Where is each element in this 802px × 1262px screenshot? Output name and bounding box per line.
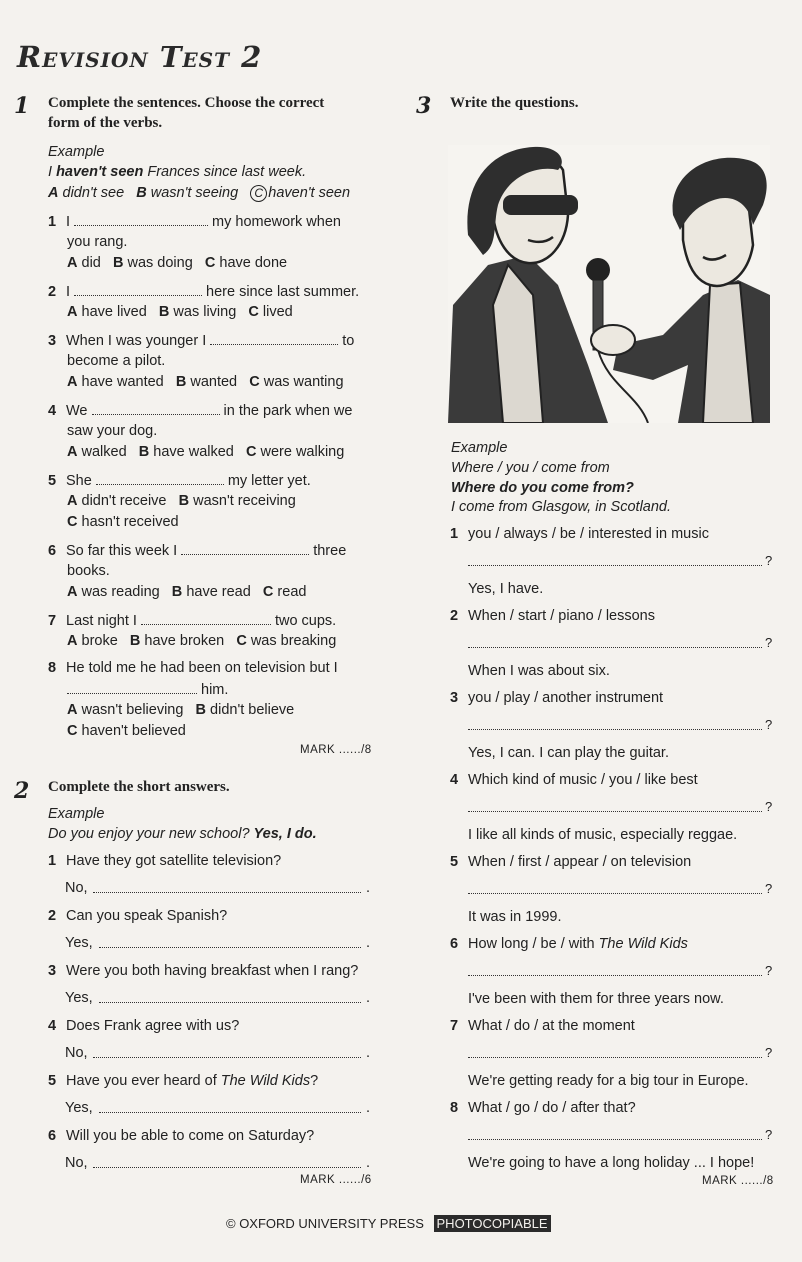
answer-blank[interactable] [181, 540, 309, 555]
section-number: 3 [416, 93, 432, 119]
given-answer: When I was about six. [468, 663, 610, 679]
exercise-item: 5 Have you ever heard of The Wild Kids? [48, 1073, 319, 1089]
full-stop: . [366, 990, 371, 1006]
exercise-item: 8 What / go / do / after that? [450, 1100, 636, 1116]
example-answer: haven't seen [56, 164, 144, 180]
example-sentence: Do you enjoy your new school? Yes, I do. [48, 826, 317, 842]
answer-blank[interactable] [74, 281, 202, 296]
given-answer: I've been with them for three years now. [468, 991, 724, 1007]
answer-line: Yes, [65, 935, 93, 951]
exercise-item: 5 She my letter yet. [48, 470, 311, 492]
answer-blank[interactable] [468, 565, 762, 566]
example-label: Example [48, 806, 105, 822]
example-label: Example [48, 144, 105, 160]
full-stop: . [366, 935, 371, 951]
option-letter: B [136, 185, 147, 201]
example-options [48, 183, 350, 204]
given-answer: We're going to have a long holiday ... I hope! [468, 1155, 755, 1171]
answer-line: Yes, [65, 1100, 93, 1116]
question-mark: ? [765, 1045, 773, 1060]
exercise-item: 4 We in the park when we [48, 400, 352, 422]
item-options: A walked B have walked C were walking [67, 444, 345, 460]
footer [226, 1216, 551, 1231]
option-text: wasn't seeing [146, 185, 239, 201]
interview-illustration [448, 145, 770, 423]
answer-blank[interactable] [67, 679, 197, 694]
full-stop: . [366, 1155, 371, 1171]
question-mark: ? [765, 635, 773, 650]
given-answer: Yes, I have. [468, 581, 544, 597]
answer-line: No, [65, 1045, 88, 1061]
mark-score: MARK ....../6 [300, 1174, 372, 1186]
exercise-item: 6 So far this week I three [48, 540, 346, 562]
option-text: didn't see [58, 185, 125, 201]
item-options: A was reading B have read C read [67, 584, 307, 600]
answer-line: Yes, [65, 990, 93, 1006]
interviewer-hand [591, 325, 635, 355]
exercise-item: 6 How long / be / with The Wild Kids [450, 936, 688, 952]
exercise-item: 3 you / play / another instrument [450, 690, 664, 706]
example-text: I [48, 164, 57, 180]
publisher-credit: © OXFORD UNIVERSITY PRESS [226, 1216, 424, 1231]
exercise-item: 1 Have they got satellite television? [48, 853, 282, 869]
exercise-item: 6 Will you be able to come on Saturday? [48, 1128, 315, 1144]
answer-blank[interactable] [468, 729, 762, 730]
example-answer: I come from Glasgow, in Scotland. [451, 499, 672, 515]
item-options: C hasn't received [67, 514, 179, 530]
option-letter: A [48, 185, 59, 201]
exercise-item-cont: become a pilot. [67, 353, 166, 369]
exercise-item-cont: saw your dog. [67, 423, 158, 439]
section-instruction: Complete the short answers. [48, 779, 230, 795]
exercise-item: 3 When I was younger I to [48, 330, 354, 352]
exercise-item: 7 What / do / at the moment [450, 1018, 635, 1034]
question-mark: ? [765, 717, 773, 732]
question-mark: ? [765, 553, 773, 568]
answer-blank[interactable] [468, 811, 762, 812]
instruction-line: Complete the sentences. Choose the correct [48, 95, 325, 111]
answer-blank[interactable] [468, 975, 762, 976]
page-title: Revision Test 2 [17, 40, 263, 74]
answer-blank[interactable] [99, 1112, 361, 1113]
exercise-item-cont: him. [67, 679, 228, 701]
answer-blank[interactable] [74, 211, 208, 226]
item-options: C haven't believed [67, 723, 186, 739]
given-answer: We're getting ready for a big tour in Europe. [468, 1073, 749, 1089]
circled-option-c: C [250, 185, 267, 202]
exercise-item: 3 Were you both having breakfast when I rang? [48, 963, 359, 979]
section-instruction: Write the questions. [450, 95, 579, 111]
item-options: A have wanted B wanted C was wanting [67, 374, 344, 390]
mark-score: MARK ....../8 [300, 744, 372, 756]
example-sentence [48, 162, 306, 183]
exercise-item: 2 I here since last summer. [48, 281, 359, 303]
exercise-item-cont: you rang. [67, 234, 128, 250]
exercise-item: 4 Which kind of music / you / like best [450, 772, 698, 788]
question-mark: ? [765, 963, 773, 978]
given-answer: I like all kinds of music, especially reggae. [468, 827, 738, 843]
item-options: A wasn't believing B didn't believe [67, 702, 295, 718]
answer-blank[interactable] [210, 330, 338, 345]
mark-score: MARK ....../8 [702, 1175, 774, 1187]
exercise-item: 7 Last night I two cups. [48, 610, 336, 632]
answer-blank[interactable] [93, 1057, 361, 1058]
given-answer: Yes, I can. I can play the guitar. [468, 745, 669, 761]
example-text: Frances since last week. [143, 164, 307, 180]
answer-blank[interactable] [99, 1002, 361, 1003]
answer-blank[interactable] [96, 470, 224, 485]
full-stop: . [366, 1045, 371, 1061]
answer-line: No, [65, 880, 88, 896]
section-instruction [48, 93, 324, 133]
question-mark: ? [765, 881, 773, 896]
item-options: A broke B have broken C was breaking [67, 633, 337, 649]
instruction-line: form of the verbs. [48, 115, 163, 131]
answer-blank[interactable] [93, 1167, 361, 1168]
answer-blank[interactable] [468, 1139, 762, 1140]
option-text: haven't seen [268, 185, 351, 201]
answer-blank[interactable] [468, 893, 762, 894]
answer-blank[interactable] [93, 892, 361, 893]
full-stop: . [366, 880, 371, 896]
exercise-item: 2 Can you speak Spanish? [48, 908, 228, 924]
item-options: A have lived B was living C lived [67, 304, 293, 320]
exercise-item-cont: books. [67, 563, 110, 579]
section-number: 1 [14, 93, 30, 119]
answer-blank[interactable] [141, 610, 271, 625]
microphone-head [586, 258, 610, 282]
given-answer: It was in 1999. [468, 909, 562, 925]
question-mark: ? [765, 799, 773, 814]
answer-blank[interactable] [92, 400, 220, 415]
answer-line: No, [65, 1155, 88, 1171]
exercise-item: 5 When / first / appear / on television [450, 854, 692, 870]
answer-blank[interactable] [468, 647, 762, 648]
exercise-item: 1 I my homework when [48, 211, 341, 233]
example-prompt: Where / you / come from [451, 460, 610, 476]
section-number: 2 [14, 778, 30, 804]
exercise-item: 4 Does Frank agree with us? [48, 1018, 240, 1034]
example-label: Example [451, 440, 508, 456]
exercise-item: 8 He told me he had been on television but I [48, 660, 338, 676]
answer-blank[interactable] [468, 1057, 762, 1058]
answer-blank[interactable] [99, 947, 361, 948]
item-options: A did B was doing C have done [67, 255, 288, 271]
question-mark: ? [765, 1127, 773, 1142]
sunglasses [503, 195, 578, 215]
exercise-item: 1 you / always / be / interested in music [450, 526, 709, 542]
full-stop: . [366, 1100, 371, 1116]
photocopiable-badge: PHOTOCOPIABLE [434, 1215, 551, 1232]
item-options: A didn't receive B wasn't receiving [67, 493, 296, 509]
example-question: Where do you come from? [451, 480, 634, 496]
exercise-item: 2 When / start / piano / lessons [450, 608, 655, 624]
